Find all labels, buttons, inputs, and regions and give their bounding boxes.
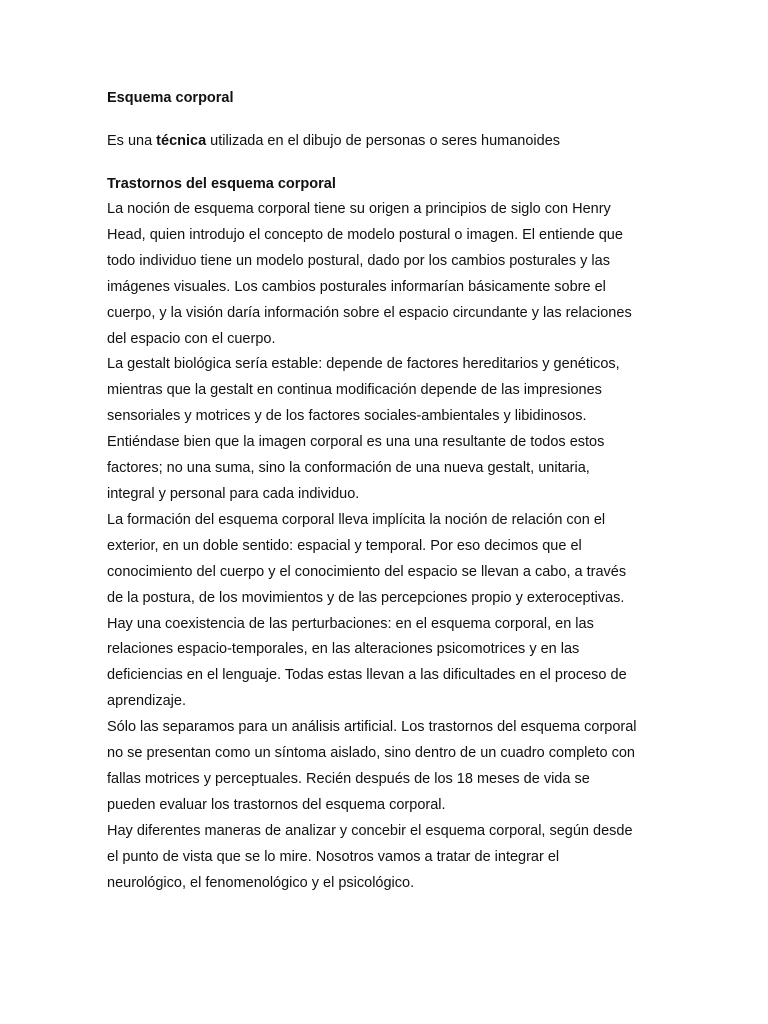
paragraph-line: La formación del esquema corporal lleva implícita la noción de relación con el [107,511,606,528]
intro-text-after: utilizada en el dibujo de personas o seres humanoides [206,133,561,149]
intro-text-before: Es una [107,133,157,149]
section-title: Trastornos del esquema corporal [107,176,336,192]
document-page [107,88,663,896]
paragraph-line: todo individuo tiene un modelo postural, dado por los cambios posturales y las [107,252,610,269]
paragraph-line: factores; no una suma, sino la conformación de una nueva gestalt, unitaria, [107,460,590,477]
paragraph-line: fallas motrices y perceptuales. Recién después de los 18 meses de vida se [107,770,590,787]
paragraph-line: exterior, en un doble sentido: espacial y temporal. Por eso decimos que el [107,537,582,554]
paragraph-line: el punto de vista que se lo mire. Nosotros vamos a tratar de integrar el [107,848,560,865]
section-body [107,197,663,896]
paragraph [107,715,663,819]
paragraph [107,508,663,612]
intro-bold-term: técnica [156,133,207,149]
paragraph-line: aprendizaje. [107,693,186,710]
paragraph-line: Hay diferentes maneras de analizar y concebir el esquema corporal, según desde [107,822,633,839]
paragraph-line: Head, quien introdujo el concepto de modelo postural o imagen. El entiende que [107,226,623,243]
paragraph-line: imágenes visuales. Los cambios posturales informarían básicamente sobre el [107,278,606,295]
paragraph-line: Entiéndase bien que la imagen corporal es una una resultante de todos estos [107,434,605,451]
intro-sentence [107,131,663,151]
paragraph-line: sensoriales y motrices y de los factores sociales-ambientales y libidinosos. [107,408,587,425]
paragraph-line: deficiencias en el lenguaje. Todas estas llevan a las dificultades en el proceso de [107,667,627,684]
paragraph [107,612,663,716]
paragraph-line: Sólo las separamos para un análisis artificial. Los trastornos del esquema corporal [107,719,637,736]
paragraph-line: Hay una coexistencia de las perturbaciones: en el esquema corporal, en las [107,615,594,632]
document-title: Esquema corporal [107,90,234,106]
paragraph-line: integral y personal para cada individuo. [107,485,360,502]
paragraph-line: neurológico, el fenomenológico y el psicológico. [107,874,415,891]
paragraph [107,352,663,507]
paragraph-line: La noción de esquema corporal tiene su origen a principios de siglo con Henry [107,201,611,217]
paragraph-line: conocimiento del cuerpo y el conocimiento del espacio se llevan a cabo, a través [107,563,627,580]
paragraph-line: La gestalt biológica sería estable: depende de factores hereditarios y genéticos, [107,356,620,373]
paragraph-line: relaciones espacio-temporales, en las alteraciones psicomotrices y en las [107,641,580,658]
paragraph-line: cuerpo, y la visión daría información sobre el espacio circundante y las relaciones [107,304,632,321]
paragraph-line: de la postura, de los movimientos y de las percepciones propio y exteroceptivas. [107,589,625,606]
paragraph [107,819,663,897]
paragraph-line: del espacio con el cuerpo. [107,330,276,347]
paragraph-line: pueden evaluar los trastornos del esquema corporal. [107,796,446,813]
paragraph [107,197,663,352]
paragraph-line: no se presentan como un síntoma aislado, sino dentro de un cuadro completo con [107,745,635,762]
paragraph-line: mientras que la gestalt en continua modificación depende de las impresiones [107,382,602,399]
